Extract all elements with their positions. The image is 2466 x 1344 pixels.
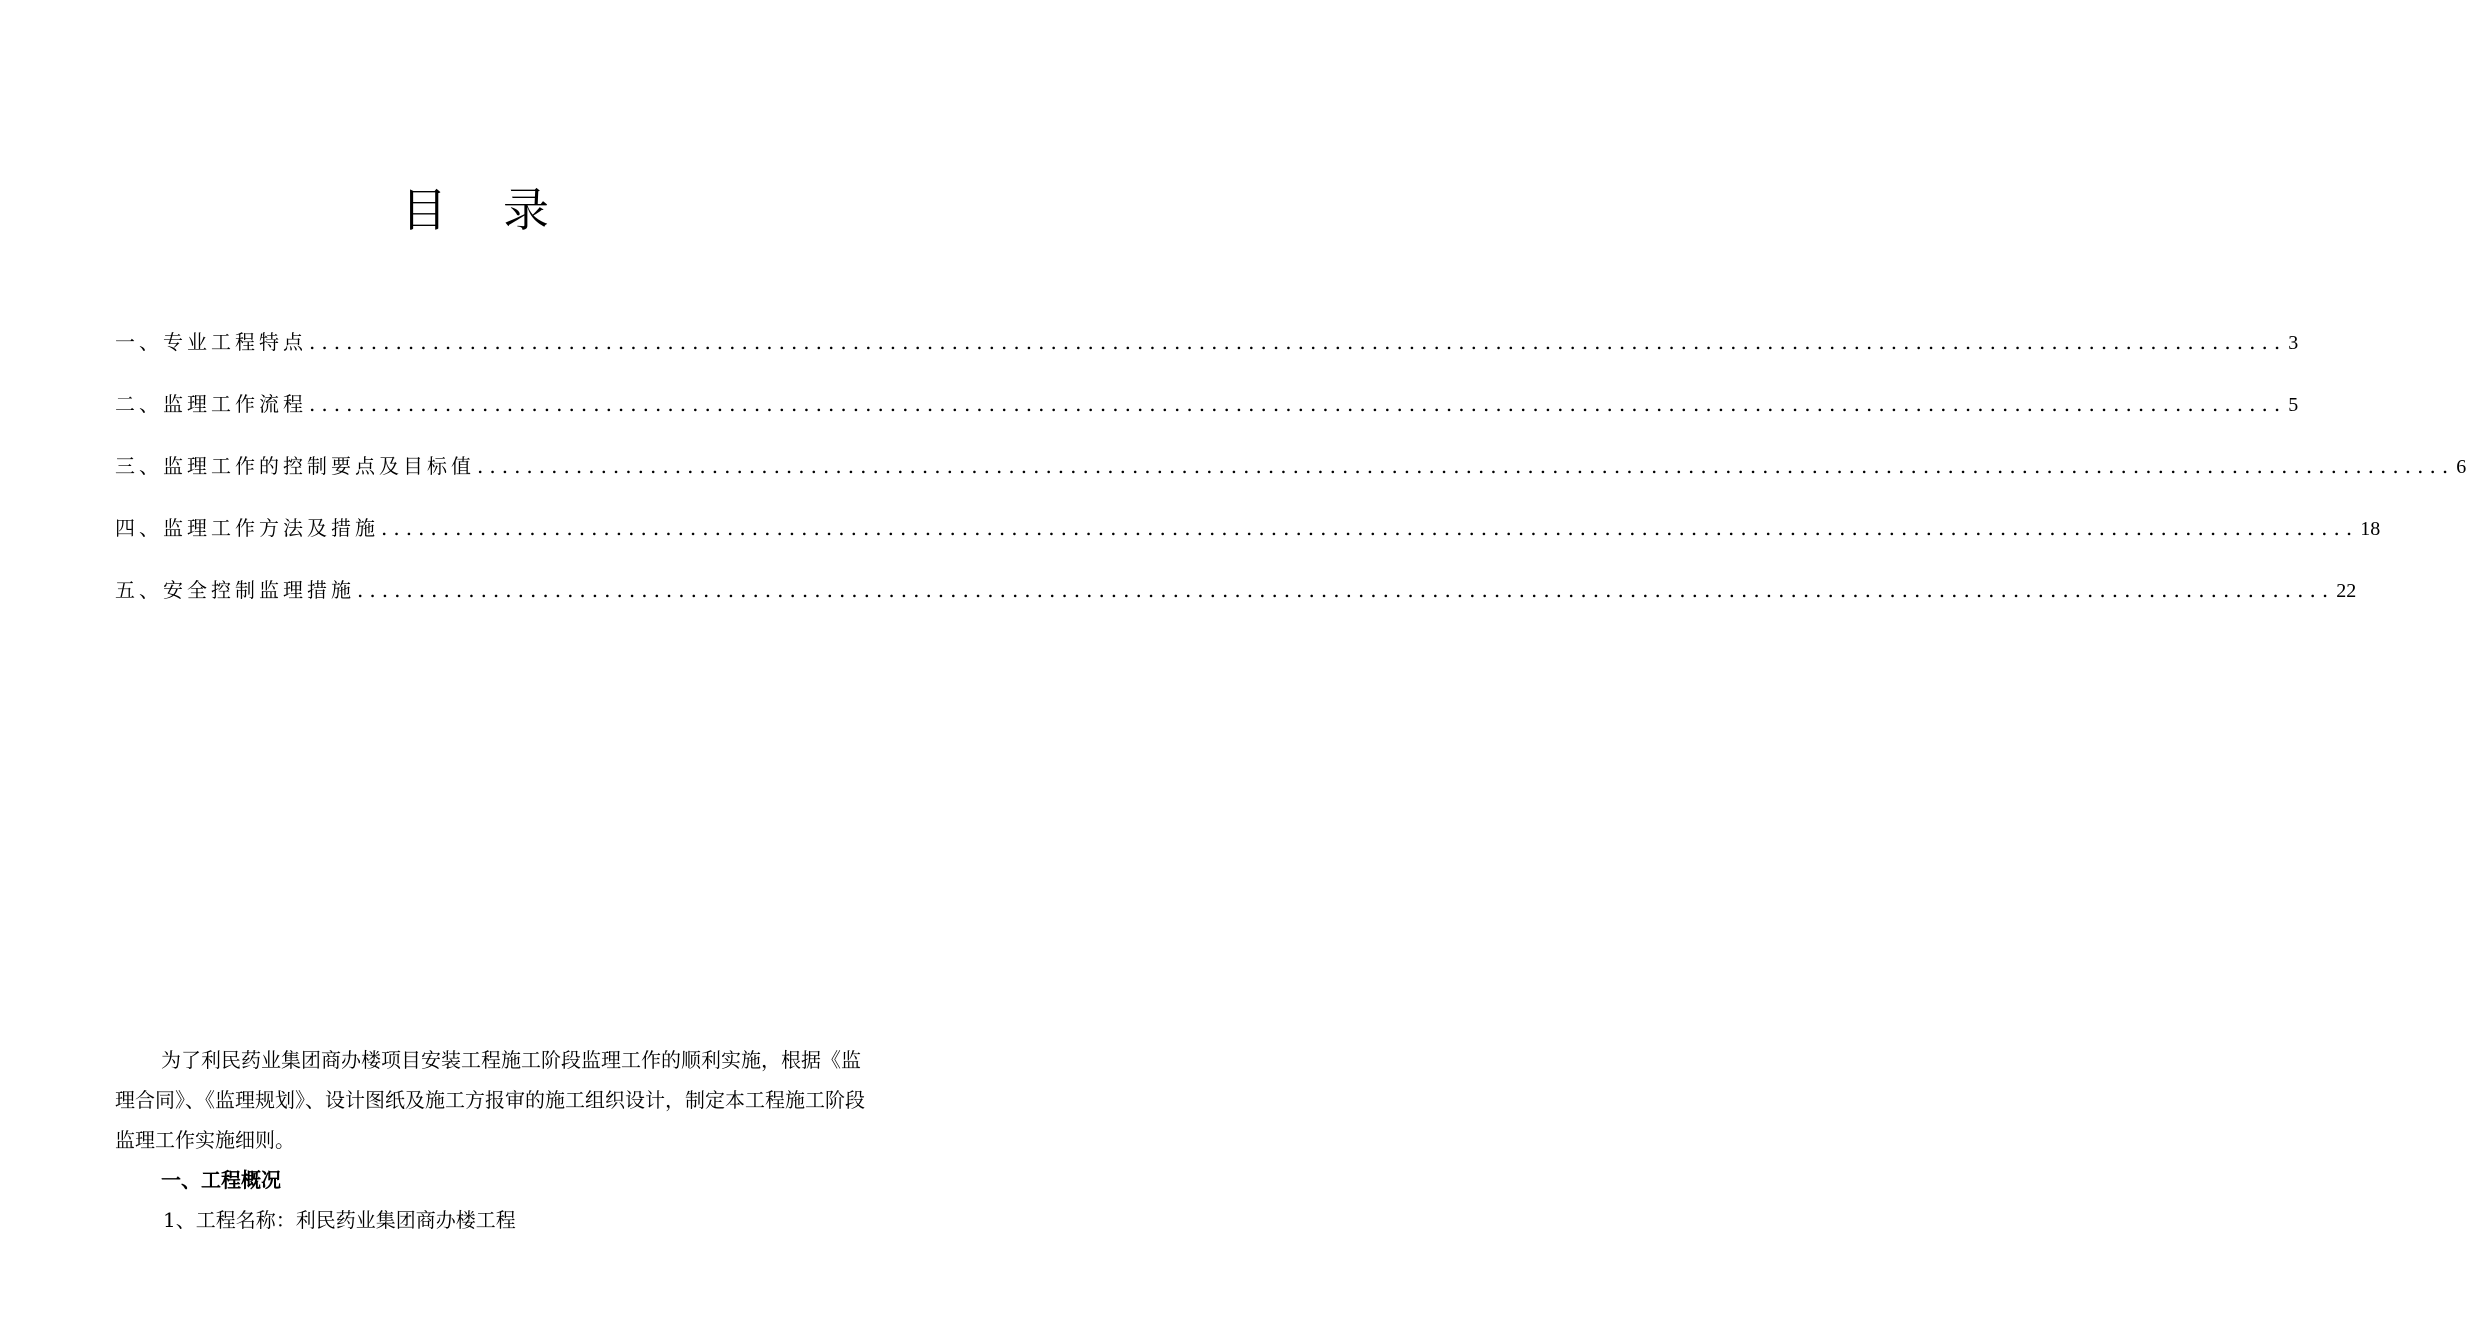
toc-entry-label: 二、监理工作流程: [115, 392, 307, 416]
toc-entry-page: 6: [2456, 456, 2466, 478]
body-text: [115, 1040, 875, 1240]
toc-entry[interactable]: [115, 508, 2381, 570]
project-name-item: 1、工程名称：利民药业集团商办楼工程: [163, 1208, 516, 1232]
toc-entry[interactable]: [115, 446, 2466, 508]
toc-entry[interactable]: [115, 570, 2357, 632]
toc-title-char-2: 录: [503, 183, 549, 237]
toc-title: [0, 180, 950, 240]
toc-entry[interactable]: [115, 322, 2299, 384]
toc-entry-label: 三、监理工作的控制要点及目标值: [115, 454, 475, 478]
toc-title-char-1: 目: [401, 183, 447, 237]
toc-entry-page: 18: [2360, 518, 2381, 540]
toc-leader-dots: ................................................................................................................................................................: [309, 392, 2287, 416]
toc-entry-label: 五、安全控制监理措施: [115, 578, 355, 602]
toc-leader-dots: ................................................................................................................................................................: [381, 516, 2359, 540]
section-heading: 一、工程概况: [161, 1168, 281, 1192]
toc-list: [115, 322, 2466, 632]
toc-entry-page: 3: [2288, 332, 2299, 354]
intro-paragraph: 为了利民药业集团商办楼项目安装工程施工阶段监理工作的顺利实施，根据《监理合同》、《监理规划》、设计图纸及施工方报审的施工组织设计，制定本工程施工阶段监理工作实施细则。: [115, 1048, 865, 1152]
toc-leader-dots: ................................................................................................................................................................: [309, 330, 2287, 354]
toc-leader-dots: ................................................................................................................................................................: [357, 578, 2335, 602]
toc-leader-dots: ................................................................................................................................................................: [477, 454, 2455, 478]
toc-entry-label: 一、专业工程特点: [115, 330, 307, 354]
toc-entry-label: 四、监理工作方法及措施: [115, 516, 379, 540]
toc-entry[interactable]: [115, 384, 2299, 446]
toc-entry-page: 5: [2288, 394, 2299, 416]
toc-entry-page: 22: [2336, 580, 2357, 602]
